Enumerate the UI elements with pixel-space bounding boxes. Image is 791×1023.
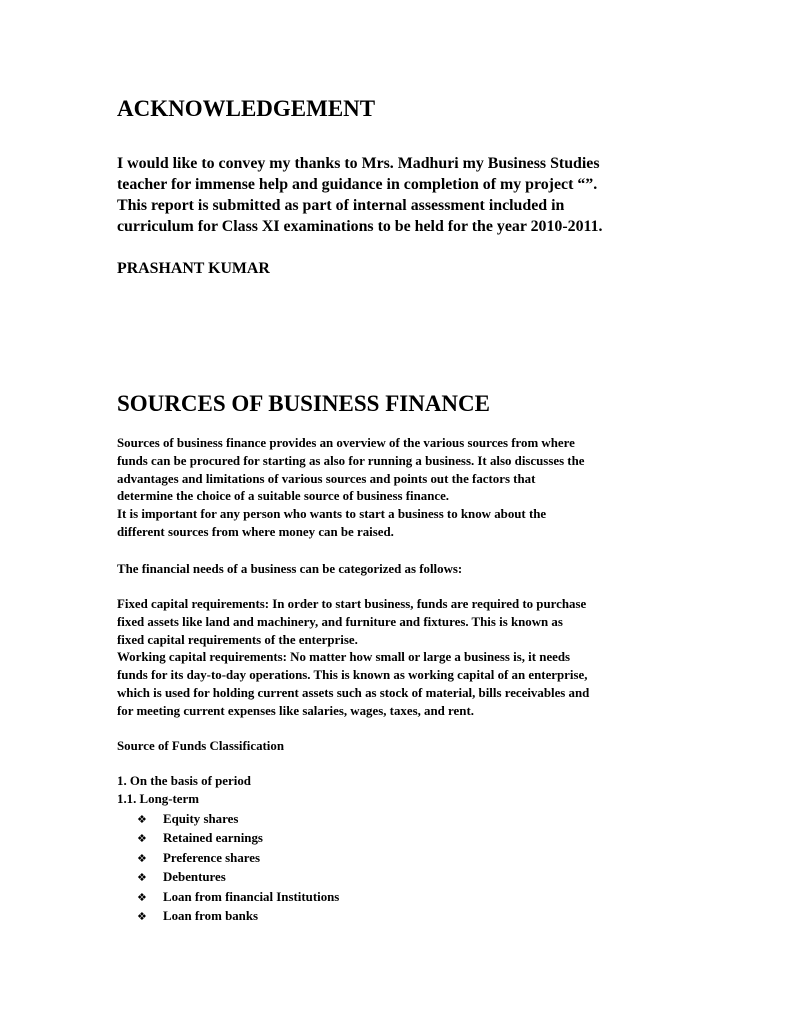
list-item [137,888,339,907]
list-item-label: Equity shares [163,812,239,826]
sources-title: SOURCES OF BUSINESS FINANCE [117,391,490,416]
list-item-label: Preference shares [163,850,261,865]
period-section [117,773,677,809]
list-item [137,907,339,926]
acknowledgement-line: I would like to convey my thanks to Mrs. Madhuri my Business Studies [117,155,600,172]
diamond-bullet-icon: ❖ [137,851,147,865]
capital-line: Working capital requirements: No matter how small or large a business is, it needs [117,650,571,665]
list-item-label: Loan from financial Institutions [163,889,340,904]
intro-line: determine the choice of a suitable source of business finance. [117,489,450,504]
list-item [137,810,339,829]
long-term-sources-list [137,810,339,926]
long-term-heading: 1.1. Long-term [117,791,199,806]
capital-line: Fixed capital requirements: In order to start business, funds are required to purchase [117,597,587,611]
acknowledgement-paragraph [117,153,677,237]
financial-needs-heading: The financial needs of a business can be categorized as follows: [117,562,463,576]
author-name: PRASHANT KUMAR [117,260,270,277]
list-item-label: Debentures [163,870,226,885]
capital-line: which is used for holding current assets such as stock of material, bills receivables and [117,685,590,700]
acknowledgement-line: This report is submitted as part of internal assessment included in [117,197,565,214]
diamond-bullet-icon: ❖ [137,832,147,846]
classification-heading: Source of Funds Classification [117,739,284,753]
intro-line: Sources of business finance provides an overview of the various sources from where [117,436,575,450]
acknowledgement-title: ACKNOWLEDGEMENT [117,96,376,121]
diamond-bullet-icon: ❖ [137,813,147,826]
intro-line: advantages and limitations of various sources and points out the factors that [117,471,536,486]
intro-paragraph [117,435,677,542]
diamond-bullet-icon: ❖ [137,871,147,885]
intro-line: funds can be procured for starting as also for running a business. It also discusses the [117,453,585,468]
capital-line: for meeting current expenses like salaries, wages, taxes, and rent. [117,703,474,718]
diamond-bullet-icon: ❖ [137,910,147,924]
capital-line: fixed capital requirements of the enterprise. [117,632,358,647]
list-item [137,849,339,868]
intro-line: It is important for any person who wants to start a business to know about the [117,507,547,522]
intro-line: different sources from where money can be raised. [117,524,394,539]
acknowledgement-line: curriculum for Class XI examinations to be held for the year 2010-2011. [117,218,603,235]
acknowledgement-line: teacher for immense help and guidance in completion of my project “”. [117,176,598,193]
capital-line: fixed assets like land and machinery, and furniture and fixtures. This is known as [117,614,563,629]
capital-line: funds for its day-to-day operations. This is known as working capital of an enterprise, [117,668,588,683]
list-item-label: Loan from banks [163,909,259,924]
diamond-bullet-icon: ❖ [137,890,147,904]
list-item [137,829,339,848]
capital-requirements-paragraph [117,596,677,721]
list-item [137,868,339,887]
period-heading: 1. On the basis of period [117,774,251,788]
list-item-label: Retained earnings [163,831,263,846]
